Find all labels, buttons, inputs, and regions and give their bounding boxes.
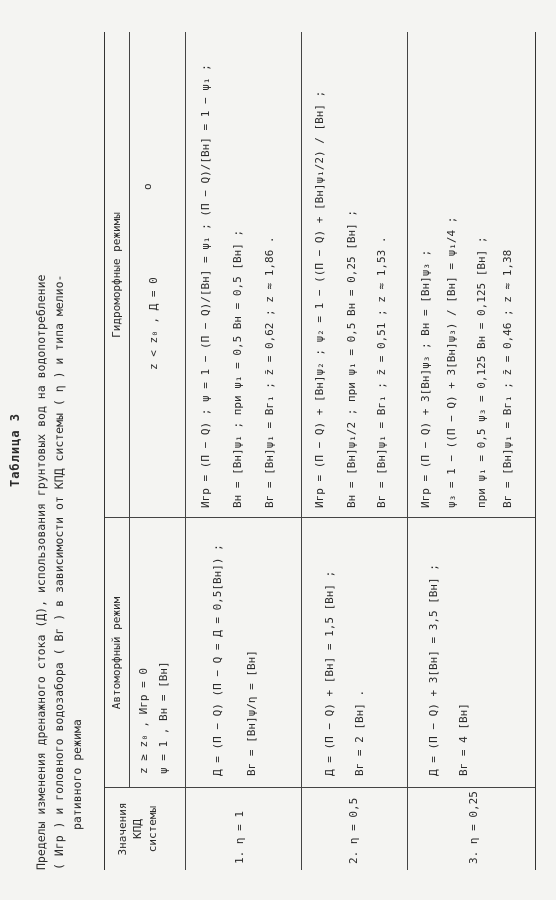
header-kpd xyxy=(115,788,160,870)
data-table xyxy=(104,32,536,870)
row-2-hydro-formula-2: Вн = [Вн]ψ₁/2 ; при ψ₁ = 0,5 Вн = 0,25 [Вн] ; xyxy=(345,209,358,508)
row-2-hydro-formula-3: Вг = [Вн]ψ₁ = Вг₁ ; z̄ = 0,51 ; z ≈ 1,53 . xyxy=(375,236,388,508)
row-3-auto-formula-2: Вг = 4 [Вн] xyxy=(457,703,470,776)
row-divider xyxy=(407,32,408,870)
header-bottom-rule xyxy=(185,32,186,870)
header-kpd-line3: системы xyxy=(146,805,159,853)
row-2-kpd-label: 2. η = 0,5 xyxy=(347,797,360,864)
row-2-hydro-formula-1: Игр = (П − Q) + [Вн]ψ₂ ; ψ₂ = 1 − ((П − Q) + [Вн]ψ₁/2) / [Вн] ; xyxy=(313,90,326,508)
row-divider xyxy=(301,32,302,870)
row-1-hydro-formula-3: Вг = [Вн]ψ₁ = Вг₁ ; z̄ = 0,62 ; z ≈ 1,86 . xyxy=(263,236,276,508)
row-2-auto-formula-1: Д = (П − Q) + [Вн] = 1,5 [Вн] ; xyxy=(323,570,336,776)
header-divider xyxy=(129,32,130,788)
header-hydromorphic: Гидроморфные режимы xyxy=(110,212,123,338)
row-1-kpd-label: 1. η = 1 xyxy=(233,811,246,864)
row-3-hydro-formula-3: при ψ₁ = 0,5 ψ₃ = 0,125 Вн = 0,125 [Вн] ; xyxy=(475,236,488,508)
column-divider xyxy=(105,517,535,518)
table-title-line-2: ( Игр ) и головного водозабора ( Вг ) в зависимости от КПД системы ( η ) и типа мелио- xyxy=(52,274,66,870)
row-1-hydro-formula-2: Вн = [Вн]ψ₁ ; при ψ₁ = 0,5 Вн = 0,5 [Вн] ; xyxy=(231,229,244,508)
row-3-auto-formula-1: Д = (П − Q) + 3[Вн] = 3,5 [Вн] ; xyxy=(427,564,440,776)
row-1-auto-formula-1: Д = (П − Q) (П − Q = Д = 0,5[Вн]) ; xyxy=(211,544,224,776)
automorphic-condition-1: z ≥ z₀ , Игр = 0 xyxy=(137,668,150,774)
row-2-auto-formula-2: Вг = 2 [Вн] . xyxy=(353,689,366,776)
row-3-hydro-formula-4: Вг = [Вн]ψ₁ = Вг₁ ; z̄ = 0,46 ; z ≈ 1,38 xyxy=(501,249,514,508)
row-1-hydro-formula-1: Игр = (П − Q) ; ψ = 1 − (П − Q)/[Вн] = ψ₁ ; (П − Q)/[Вн] = 1 − ψ₁ ; xyxy=(199,64,212,508)
row-3-hydro-formula-1: Игр = (П − Q) + 3[Вн]ψ₃ ; Вн = [Вн]ψ₃ ; xyxy=(419,249,432,508)
hydromorphic-condition-mark: о xyxy=(141,183,154,190)
table-title-line-3: ративного режима xyxy=(70,719,84,830)
automorphic-condition-2: ψ = 1 , Вн = [Вн] xyxy=(157,661,170,774)
row-3-hydro-formula-2: ψ₃ = 1 − ((П − Q) + 3[Вн]ψ₃) / [Вн] = ψ₁/4 ; xyxy=(445,216,458,508)
hydromorphic-condition: z < z₀ , Д = 0 xyxy=(147,277,160,370)
header-kpd-line1: Значения xyxy=(116,802,129,856)
table-title-line-1: Пределы изменения дренажного стока (Д), использования грунтовых вод на водопотребление xyxy=(34,274,48,870)
table-caption: Таблица 3 xyxy=(8,412,22,488)
header-kpd-line2: КПД xyxy=(131,819,144,839)
column-divider xyxy=(105,787,535,788)
row-1-auto-formula-2: Вг = [Вн]ψ/η = [Вн] xyxy=(245,650,258,776)
header-automorphic: Автоморфный режим xyxy=(110,596,123,710)
row-3-kpd-label: 3. η = 0,25 xyxy=(467,791,480,864)
